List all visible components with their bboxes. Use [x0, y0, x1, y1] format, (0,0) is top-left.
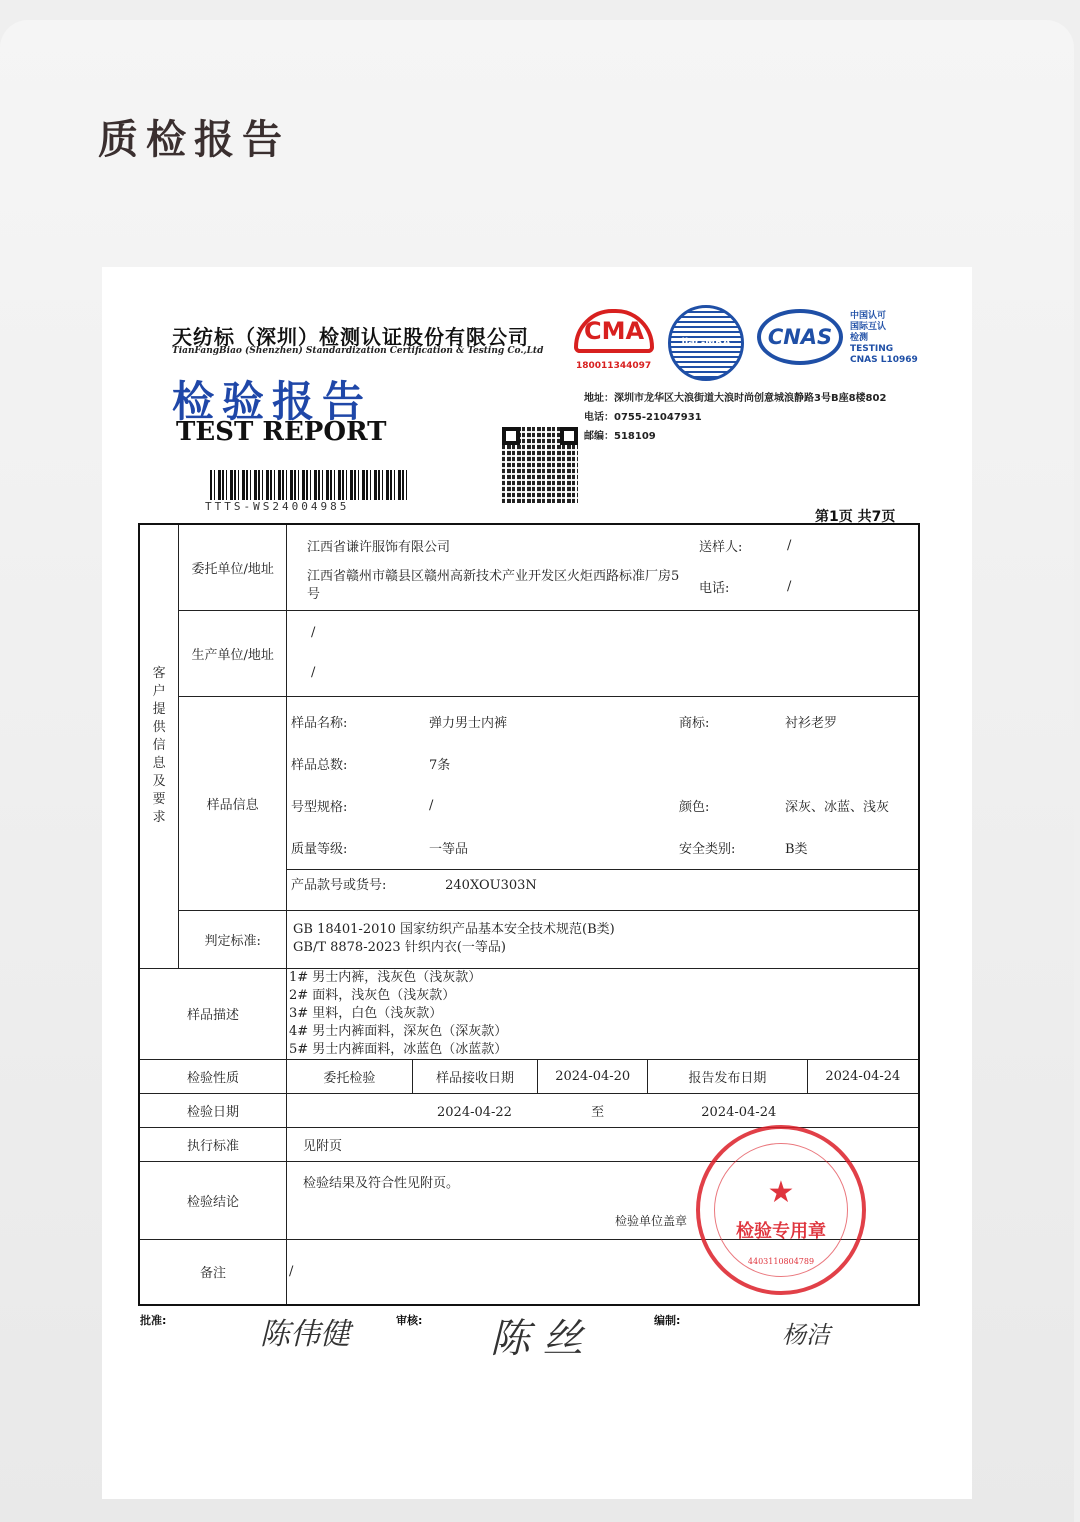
client-row	[139, 524, 919, 610]
desc-5: 5# 男士内裤面料，冰蓝色（冰蓝款）	[289, 1041, 508, 1057]
desc-cell	[287, 968, 920, 1059]
desc-3: 3# 里料，白色（浅灰款）	[289, 1005, 443, 1021]
producer-label: 生产单位/地址	[179, 610, 287, 696]
report-title-en: TEST REPORT	[176, 417, 387, 447]
conclusion-label: 检验结论	[139, 1161, 287, 1239]
desc-2: 2# 面料，浅灰色（浅灰款）	[289, 987, 456, 1003]
cnas-text-3: 检测	[850, 333, 869, 343]
issue-date: 2024-04-24	[807, 1059, 919, 1093]
producer-address: /	[311, 665, 316, 680]
page-number: 第1页 共7页	[815, 509, 896, 525]
official-seal-stamp	[696, 1125, 866, 1295]
description-row	[139, 968, 919, 1059]
cma-logo-icon: CMA	[574, 309, 654, 353]
ilac-mra-logo-icon: ilac-MRA	[668, 305, 744, 381]
client-subtable	[301, 526, 904, 608]
conclusion-text: 检验结果及符合性见附页。	[303, 1175, 460, 1191]
side-label-cell	[139, 524, 179, 968]
cnas-text-4: TESTING	[850, 344, 894, 354]
sender-value: /	[787, 537, 792, 553]
nature-row	[139, 1059, 919, 1093]
grade-label: 质量等级:	[291, 842, 348, 857]
desc-1: 1# 男士内裤，浅灰色（浅灰款）	[289, 969, 482, 985]
compile-signature: 杨洁	[782, 1321, 830, 1349]
tel-label: 电话:	[699, 580, 730, 596]
client-cell	[287, 524, 920, 610]
cnas-text-2: 国际互认	[850, 322, 887, 332]
recv-label: 样品接收日期	[412, 1059, 538, 1093]
exec-label: 执行标准	[139, 1127, 287, 1161]
sample-info-subtable	[287, 701, 918, 869]
stamp-code: 4403110804789	[747, 1257, 815, 1266]
barcode-image	[210, 470, 410, 500]
test-to: 2024-04-24	[701, 1104, 777, 1120]
test-date-label: 检验日期	[139, 1093, 287, 1127]
nature-label: 检验性质	[139, 1059, 287, 1093]
sample-name-label: 样品名称:	[291, 716, 348, 731]
company-name-cn: 天纺标（深圳）检测认证股份有限公司	[172, 325, 529, 349]
sender-label: 送样人:	[699, 539, 743, 555]
safety-value: B类	[785, 842, 808, 857]
stamp-star-icon: ★	[767, 1175, 795, 1210]
cnas-text	[850, 311, 920, 366]
brand-value: 衬衫老罗	[785, 716, 838, 731]
remark-label: 备注	[139, 1239, 287, 1305]
review-signature: 陈 丝	[490, 1316, 583, 1362]
stamp-center-text: 检验专用章	[736, 1221, 826, 1242]
producer-name: /	[311, 625, 316, 640]
postcode-text: 邮编：518109	[584, 431, 656, 442]
remark-value: /	[287, 1239, 920, 1305]
producer-cell	[287, 610, 920, 696]
color-label: 颜色:	[679, 800, 710, 815]
exec-value: 见附页	[287, 1127, 920, 1161]
compile-label: 编制:	[654, 1314, 681, 1327]
color-value: 深灰、冰蓝、浅灰	[785, 800, 890, 815]
brand-label: 商标:	[679, 716, 710, 731]
test-from: 2024-04-22	[437, 1104, 512, 1120]
side-label: 客户提供信息及要求	[152, 666, 166, 826]
standard-2: GB/T 8878-2023 针织内衣(一等品)	[293, 940, 506, 955]
address-text: 地址：深圳市龙华区大浪街道大浪时尚创意城浪静路3号B座8楼802	[584, 393, 887, 404]
company-name-en: TianFangBiao (Shenzhen) Standardization Certification & Testing Co.,Ltd	[172, 346, 544, 356]
standard-1: GB 18401-2010 国家纺织产品基本安全技术规范(B类)	[293, 922, 615, 937]
desc-label: 样品描述	[139, 968, 287, 1059]
page-title: 质检报告	[98, 117, 290, 163]
producer-row	[139, 610, 919, 696]
issue-label: 报告发布日期	[648, 1059, 808, 1093]
qr-code-icon	[502, 427, 578, 503]
approve-label: 批准:	[140, 1314, 167, 1327]
standard-label: 判定标准:	[179, 910, 287, 968]
client-address: 江西省赣州市赣县区赣州高新技术产业开发区火炬西路标准厂房5号	[307, 569, 680, 603]
stamp-label: 检验单位盖章	[615, 1213, 688, 1228]
style-label: 产品款号或货号:	[291, 877, 387, 893]
cnas-text-5: CNAS L10969	[850, 355, 918, 365]
spec-label: 号型规格:	[291, 800, 348, 815]
to-label: 至	[591, 1104, 605, 1120]
desc-4: 4# 男士内裤面料，深灰色（深灰款）	[289, 1023, 508, 1039]
recv-date: 2024-04-20	[538, 1059, 648, 1093]
report-title-cn: 检验报告	[172, 377, 373, 426]
spec-value: /	[429, 798, 434, 813]
cnas-text-1: 中国认可	[850, 311, 887, 321]
grade-value: 一等品	[429, 842, 469, 857]
style-no: 240XOU303N	[445, 877, 537, 893]
sample-name: 弹力男士内裤	[429, 716, 508, 731]
cnas-logo-icon: CNAS	[757, 309, 843, 365]
style-no-row	[287, 869, 918, 909]
standard-cell	[287, 910, 920, 968]
phone-text: 电话：0755-21047931	[584, 412, 702, 423]
test-date-cell	[287, 1093, 920, 1127]
safety-label: 安全类别:	[679, 842, 736, 857]
barcode-number: TTTS-WS24004985	[205, 500, 350, 513]
client-name: 江西省谦许服饰有限公司	[307, 539, 451, 555]
sample-info-label: 样品信息	[179, 696, 287, 910]
standard-row	[139, 910, 919, 968]
cma-number: 180011344097	[576, 361, 652, 371]
review-label: 审核:	[396, 1314, 423, 1327]
qty-value: 7条	[429, 758, 451, 773]
client-label: 委托单位/地址	[179, 524, 287, 610]
sample-info-cell	[287, 696, 920, 910]
test-date-row	[139, 1093, 919, 1127]
report-document	[102, 267, 972, 1499]
nature-value: 委托检验	[287, 1059, 413, 1093]
tel-value: /	[787, 578, 792, 594]
qty-label: 样品总数:	[291, 758, 348, 773]
approve-signature: 陈伟健	[260, 1317, 350, 1352]
contact-block	[584, 389, 886, 446]
sample-info-row	[139, 696, 919, 910]
